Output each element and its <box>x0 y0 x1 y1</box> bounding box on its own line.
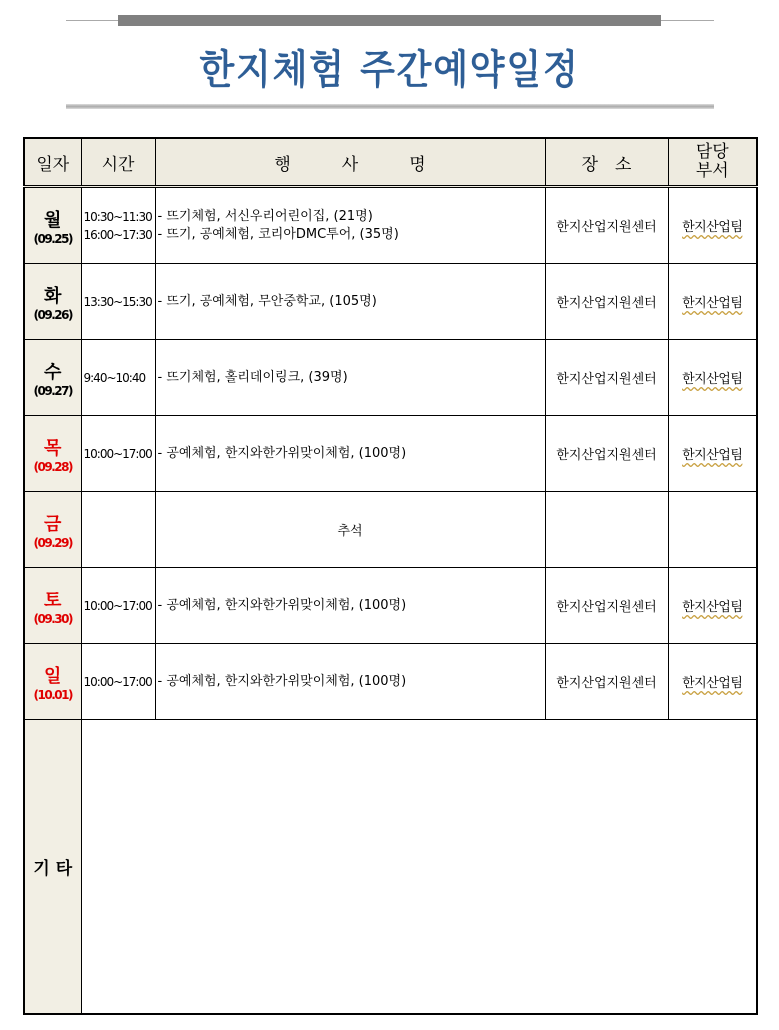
table-row <box>24 568 757 644</box>
time-text: 10:00~17:00 <box>83 446 152 461</box>
table-row <box>24 416 757 492</box>
day-cell <box>24 416 81 492</box>
place-cell <box>545 492 668 568</box>
place-cell: 한지산업지원센터 <box>545 416 668 492</box>
event-text: - 뜨기, 공예체험, 무안중학교, (105명) <box>157 293 377 309</box>
dept-cell: 한지산업팀 <box>668 568 757 644</box>
day-date: (09.25) <box>33 231 72 246</box>
place-cell: 한지산업지원센터 <box>545 264 668 340</box>
dept-cell: 한지산업팀 <box>668 644 757 720</box>
time-text: 13:30~15:30 <box>83 294 152 309</box>
dept-cell: 한지산업팀 <box>668 187 757 264</box>
event-cell <box>155 340 545 416</box>
day-date: (09.30) <box>33 611 72 626</box>
time-cell <box>81 340 155 416</box>
table-row <box>24 644 757 720</box>
event-cell <box>155 187 545 264</box>
day-cell <box>24 187 81 264</box>
time-text: 10:00~17:00 <box>83 674 152 689</box>
table-row <box>24 492 757 568</box>
day-cell <box>24 492 81 568</box>
dept-cell: 한지산업팀 <box>668 416 757 492</box>
day-name: 일 <box>44 665 62 687</box>
day-cell <box>24 568 81 644</box>
day-date: (09.27) <box>33 383 72 398</box>
place-cell: 한지산업지원센터 <box>545 644 668 720</box>
event-text: - 공예체험, 한지와한가위맞이체험, (100명) <box>157 597 407 613</box>
day-name: 목 <box>44 437 62 459</box>
dept-cell: 한지산업팀 <box>668 340 757 416</box>
other-label: 기 타 <box>24 720 81 1015</box>
table-row <box>24 187 757 264</box>
time-text: 9:40~10:40 <box>83 370 146 385</box>
event-text: - 뜨기체험, 서신우리어린이집, (21명) <box>157 208 373 224</box>
header-date: 일자 <box>24 138 81 187</box>
event-cell <box>155 264 545 340</box>
day-name: 토 <box>44 589 62 611</box>
place-cell: 한지산업지원센터 <box>545 340 668 416</box>
day-date: (09.28) <box>33 459 72 474</box>
event-note: 추석 <box>155 492 545 568</box>
day-date: (09.26) <box>33 307 72 322</box>
page-title: 한지체험 주간예약일정 <box>199 47 580 93</box>
event-cell <box>155 644 545 720</box>
top-bar <box>118 15 661 26</box>
event-text: - 뜨기, 공예체험, 코리아DMC투어, (35명) <box>157 226 399 242</box>
event-text: - 공예체험, 한지와한가위맞이체험, (100명) <box>157 445 407 461</box>
header-time: 시간 <box>81 138 155 187</box>
event-text: - 공예체험, 한지와한가위맞이체험, (100명) <box>157 673 407 689</box>
day-name: 수 <box>44 361 62 383</box>
event-cell <box>155 568 545 644</box>
day-name: 금 <box>44 513 62 535</box>
table-row <box>24 340 757 416</box>
day-cell <box>24 264 81 340</box>
time-cell <box>81 644 155 720</box>
time-cell <box>81 416 155 492</box>
day-cell <box>24 644 81 720</box>
table-row <box>24 264 757 340</box>
schedule-table <box>23 137 758 1015</box>
place-cell: 한지산업지원센터 <box>545 187 668 264</box>
time-cell <box>81 492 155 568</box>
header-event: 행 사 명 <box>155 138 545 187</box>
header-dept: 담당 부서 <box>668 138 757 187</box>
day-name: 월 <box>44 209 62 231</box>
bottom-rule <box>66 104 714 109</box>
time-cell <box>81 568 155 644</box>
header-place: 장 소 <box>545 138 668 187</box>
place-cell: 한지산업지원센터 <box>545 568 668 644</box>
time-text: 10:30~11:30 <box>83 209 152 224</box>
dept-cell: 한지산업팀 <box>668 264 757 340</box>
other-content[interactable] <box>81 720 757 1015</box>
day-date: (10.01) <box>33 687 72 702</box>
time-cell <box>81 264 155 340</box>
day-date: (09.29) <box>33 535 72 550</box>
time-text: 16:00~17:30 <box>83 227 152 242</box>
time-text: 10:00~17:00 <box>83 598 152 613</box>
event-cell <box>155 416 545 492</box>
event-text: - 뜨기체험, 홀리데이링크, (39명) <box>157 369 348 385</box>
day-name: 화 <box>44 285 62 307</box>
time-cell <box>81 187 155 264</box>
dept-cell <box>668 492 757 568</box>
day-cell <box>24 340 81 416</box>
